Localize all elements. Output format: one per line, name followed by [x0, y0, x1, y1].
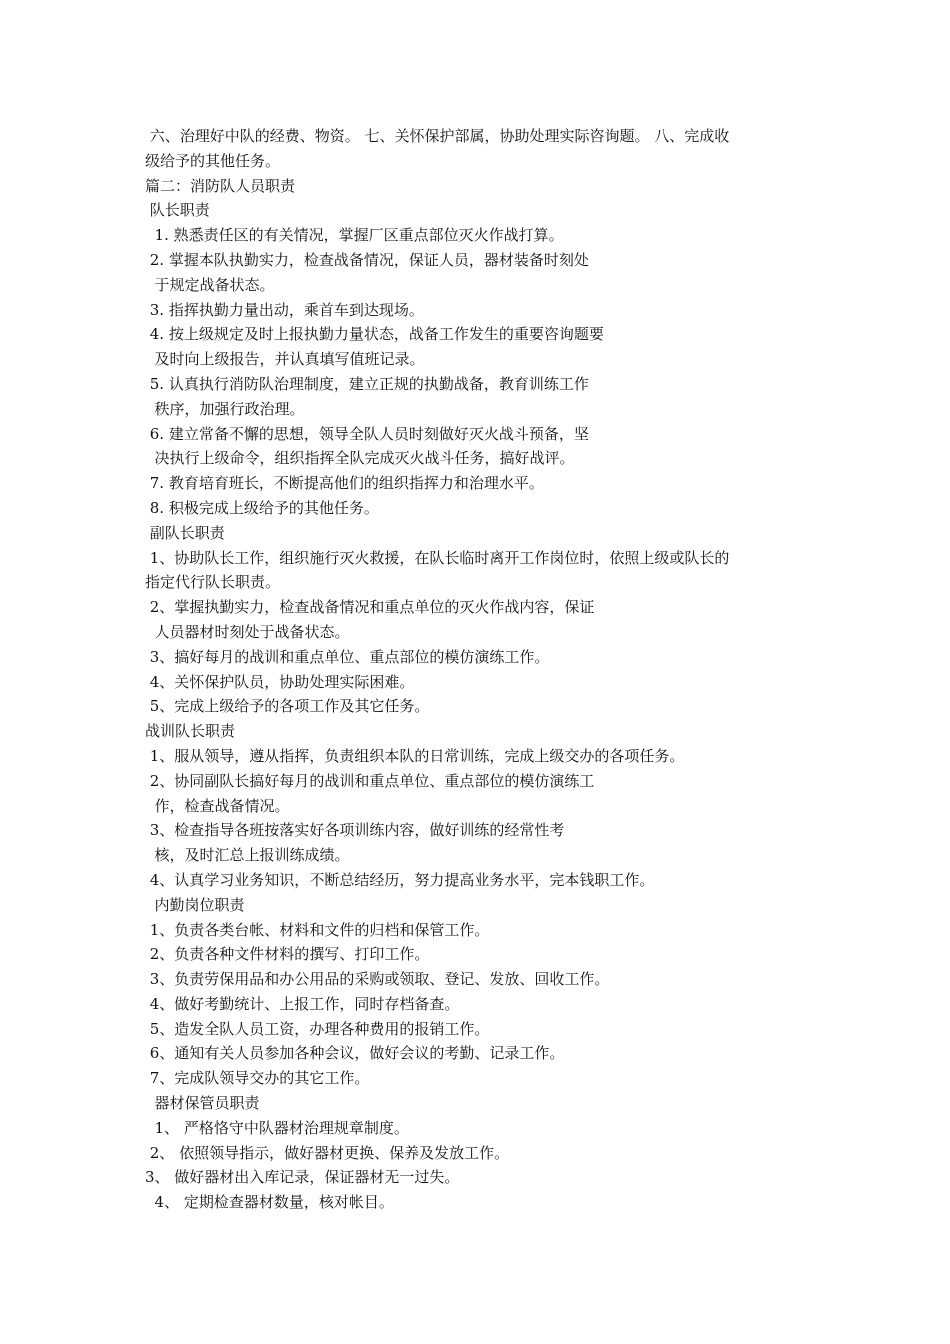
list-item: 1、服从领导，遵从指挥，负责组织本队的日常训练，完成上级交办的各项任务。	[145, 746, 685, 765]
list-item: 4、做好考勤统计、上报工作，同时存档备查。	[145, 994, 460, 1013]
subsection-heading: 队长职责	[145, 201, 210, 220]
list-item-continuation: 于规定战备状态。	[145, 275, 275, 294]
list-item: 4. 按上级规定及时上报执勤力量状态，战备工作发生的重要咨询题要	[145, 325, 604, 344]
section-heading: 篇二：消防队人员职责	[145, 176, 296, 195]
list-item: 4、 定期检查器材数量，核对帐目。	[145, 1193, 394, 1212]
list-item: 4、认真学习业务知识，不断总结经历，努力提高业务水平，完本钱职工作。	[145, 870, 655, 889]
list-item-continuation: 指定代行队长职责。	[145, 573, 281, 592]
list-item-continuation: 决执行上级命令，组织指挥全队完成灭火战斗任务，搞好战评。	[145, 449, 575, 468]
list-item: 4、关怀保护队员，协助处理实际困难。	[145, 672, 415, 691]
list-item: 6、通知有关人员参加各种会议，做好会议的考勤、记录工作。	[145, 1044, 565, 1063]
list-item-continuation: 核，及时汇总上报训练成绩。	[145, 846, 350, 865]
list-item: 2、 依照领导指示，做好器材更换、保养及发放工作。	[145, 1143, 510, 1162]
list-item: 2、协同副队长搞好每月的战训和重点单位、重点部位的模仿演练工	[145, 771, 595, 790]
list-item: 8. 积极完成上级给予的其他任务。	[145, 498, 379, 517]
list-item: 7、完成队领导交办的其它工作。	[145, 1069, 370, 1088]
list-item: 2. 掌握本队执勤实力，检查战备情况，保证人员，器材装备时刻处	[145, 250, 589, 269]
subsection-heading: 内勤岗位职责	[145, 895, 245, 914]
list-item-continuation: 及时向上级报告，并认真填写值班记录。	[145, 350, 425, 369]
list-item: 3、 做好器材出入库记录，保证器材无一过失。	[145, 1168, 460, 1187]
list-item: 3、负责劳保用品和办公用品的采购或领取、登记、发放、回收工作。	[145, 970, 610, 989]
subsection-heading: 战训队长职责	[145, 722, 236, 741]
subsection-heading: 器材保管员职责	[145, 1094, 260, 1113]
list-item-continuation: 人员器材时刻处于战备状态。	[145, 622, 350, 641]
list-item: 5. 认真执行消防队治理制度，建立正规的执勤战备，教育训练工作	[145, 374, 589, 393]
list-item: 3、检查指导各班按落实好各项训练内容，做好训练的经常性考	[145, 821, 565, 840]
list-item: 5、完成上级给予的各项工作及其它任务。	[145, 697, 430, 716]
list-item: 1、 严格恪守中队器材治理规章制度。	[145, 1118, 409, 1137]
document-body	[145, 124, 825, 1215]
list-item: 1、协助队长工作，组织施行灭火救援，在队长临时离开工作岗位时，依照上级或队长的	[145, 548, 730, 567]
list-item-continuation: 秩序，加强行政治理。	[145, 399, 305, 418]
list-item: 1、负责各类台帐、材料和文件的归档和保管工作。	[145, 920, 490, 939]
list-item: 2、掌握执勤实力，检查战备情况和重点单位的灭火作战内容，保证	[145, 598, 595, 617]
list-item: 3. 指挥执勤力量出动，乘首车到达现场。	[145, 300, 424, 319]
subsection-heading: 副队长职责	[145, 523, 225, 542]
text-line: 六、治理好中队的经费、物资。 七、关怀保护部属，协助处理实际咨询题。 八、完成收	[145, 127, 730, 145]
list-item: 1. 熟悉责任区的有关情况，掌握厂区重点部位灭火作战打算。	[145, 226, 564, 245]
list-item: 3、搞好每月的战训和重点单位、重点部位的模仿演练工作。	[145, 647, 550, 666]
list-item: 2、负责各种文件材料的撰写、打印工作。	[145, 945, 430, 964]
list-item: 6. 建立常备不懈的思想，领导全队人员时刻做好灭火战斗预备，坚	[145, 424, 589, 443]
list-item: 5、造发全队人员工资，办理各种费用的报销工作。	[145, 1019, 490, 1038]
text-line: 级给予的其他任务。	[145, 151, 281, 170]
list-item: 7. 教育培育班长，不断提高他们的组织指挥力和治理水平。	[145, 474, 544, 493]
list-item-continuation: 作，检查战备情况。	[145, 796, 290, 815]
